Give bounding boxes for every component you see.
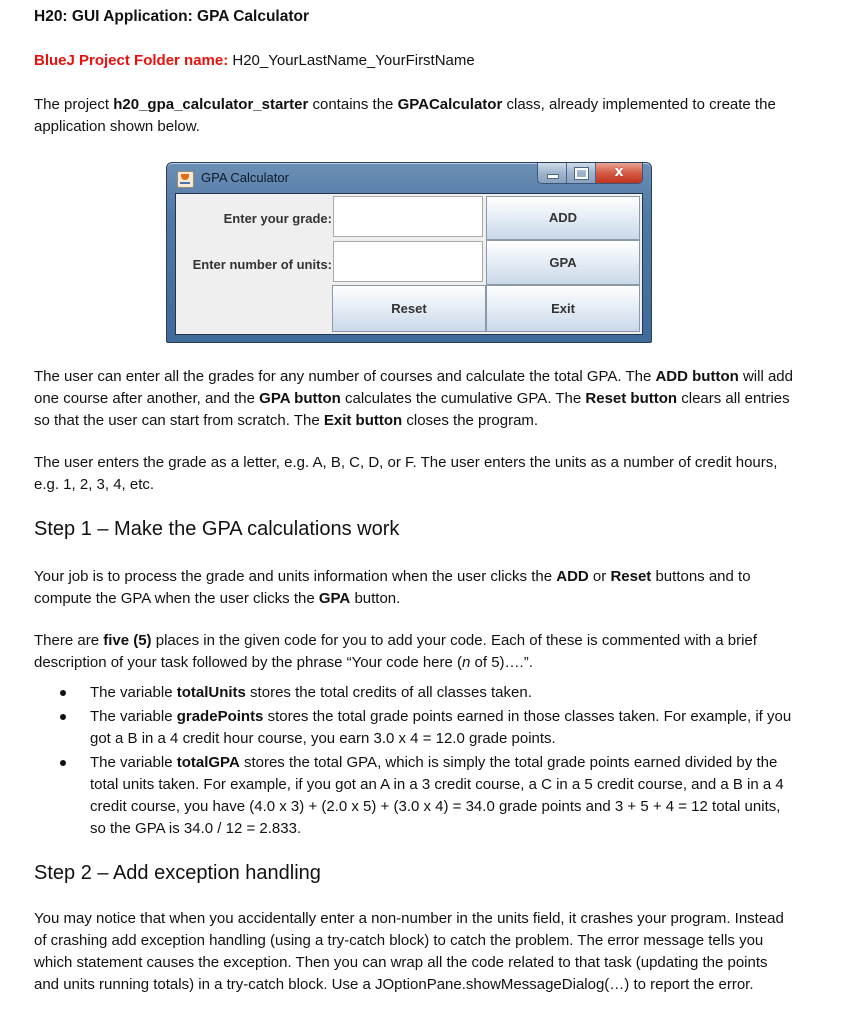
grade-label: Enter your grade: — [223, 211, 332, 226]
variables-list — [58, 682, 798, 842]
text: stores the total grade points earned in those classes taken. For example, if you got a B in a 4 credit hour course, you earn 3.0 x 4 = 12.0 grade points. — [90, 708, 792, 747]
bold-term: Exit button — [323, 412, 403, 429]
bold-term: ADD — [556, 568, 589, 585]
text: buttons and to compute the GPA when the user clicks the — [34, 568, 751, 607]
units-label: Enter number of units: — [192, 257, 332, 272]
window-content — [175, 193, 643, 335]
text: will add one course after another, and the — [34, 368, 793, 407]
project-folder-line — [34, 52, 475, 69]
text: calculates the cumulative GPA. The — [340, 390, 586, 407]
text: class, already implemented to create the application shown below. — [34, 96, 776, 135]
window-controls — [537, 163, 643, 184]
text: contains the — [308, 96, 398, 113]
bold-term: five (5) — [103, 632, 152, 649]
step2-heading: Step 2 – Add exception handling — [34, 862, 321, 884]
bold-term: Reset button — [585, 390, 678, 407]
text: Your job is to process the grade and units information when the user clicks the — [34, 568, 557, 585]
class-name: GPACalculator — [397, 96, 503, 113]
step1-paragraph-2 — [34, 630, 794, 674]
text: The variable — [90, 754, 177, 771]
bullet-icon — [60, 690, 66, 696]
text: places in the given code for you to add your code. Each of these is commented with a brief description of your task followed by the phrase “Your code here ( — [34, 632, 757, 671]
text: closes the program. — [402, 412, 539, 429]
grade-input[interactable] — [333, 196, 483, 237]
window-titlebar[interactable] — [167, 163, 651, 193]
add-button[interactable]: ADD — [486, 196, 640, 240]
bold-term: ADD button — [655, 368, 739, 385]
description-paragraph — [34, 366, 794, 432]
gpa-calculator-window — [166, 162, 652, 343]
step1-heading: Step 1 – Make the GPA calculations work — [34, 518, 400, 540]
units-input[interactable] — [333, 241, 483, 282]
project-name: h20_gpa_calculator_starter — [113, 96, 309, 113]
list-item — [58, 706, 798, 750]
gpa-button[interactable]: GPA — [486, 240, 640, 285]
bullet-icon — [60, 714, 66, 720]
italic-term: n — [462, 654, 471, 671]
text: The variable — [90, 708, 177, 725]
list-item — [58, 752, 798, 840]
minimize-button[interactable] — [538, 163, 567, 183]
text: The variable — [90, 684, 177, 701]
bold-term: Reset — [610, 568, 652, 585]
page-title: H20: GUI Application: GPA Calculator — [34, 8, 310, 25]
text: clears all entries so that the user can start from scratch. The — [34, 390, 790, 429]
folder-value: H20_YourLastName_YourFirstName — [228, 52, 475, 69]
text: of 5)….”. — [470, 654, 533, 671]
text: There are — [34, 632, 104, 649]
input-format-paragraph: The user enters the grade as a letter, e.g. A, B, C, D, or F. The user enters the units as a number of credit hours, e.g. 1, 2, 3, 4, etc. — [34, 454, 778, 493]
maximize-button[interactable] — [567, 163, 596, 183]
java-cup-icon — [177, 171, 194, 188]
text: button. — [350, 590, 401, 607]
close-button[interactable] — [596, 163, 642, 183]
bold-term: GPA button — [259, 390, 341, 407]
variable-name: gradePoints — [176, 708, 264, 725]
intro-paragraph — [34, 94, 794, 138]
close-icon: x — [614, 164, 624, 180]
window-title: GPA Calculator — [201, 170, 289, 185]
text: The user can enter all the grades for any number of courses and calculate the total GPA. The — [34, 368, 656, 385]
reset-button[interactable]: Reset — [332, 285, 486, 332]
variable-name: totalGPA — [176, 754, 240, 771]
folder-label: BlueJ Project Folder name: — [34, 52, 229, 69]
text: The project — [34, 96, 114, 113]
step2-paragraph: You may notice that when you accidentally enter a non-number in the units field, it crashes your program. Instead of crashing add exception handling (using a try-catch block) to catch the problem. The error message tells you which statement causes the exception. Then you can wrap all the code related to that task (updating the points and units running totals) in a try-catch block. Use a JOptionPane.showMessageDialog(…) to report the error. — [34, 910, 784, 993]
step1-paragraph-1 — [34, 566, 794, 610]
list-item — [58, 682, 798, 704]
text: stores the total GPA, which is simply the total grade points earned divided by the total units taken. For example, if you got an A in a 3 credit course, a C in a 5 credit course, and a B in a 4 credit course, you have (4.0 x 3) + (2.0 x 5) + (3.0 x 4) = 34.0 grade points and 3 + 5 + 4 = 12 total units, so the GPA is 34.0 / 12 = 2.833. — [90, 754, 784, 837]
exit-button[interactable]: Exit — [486, 285, 640, 332]
maximize-icon — [575, 168, 588, 179]
variable-name: totalUnits — [176, 684, 246, 701]
bullet-icon — [60, 760, 66, 766]
text: stores the total credits of all classes taken. — [245, 684, 532, 701]
bold-term: GPA — [318, 590, 351, 607]
text: or — [588, 568, 611, 585]
minimize-icon — [547, 174, 559, 179]
